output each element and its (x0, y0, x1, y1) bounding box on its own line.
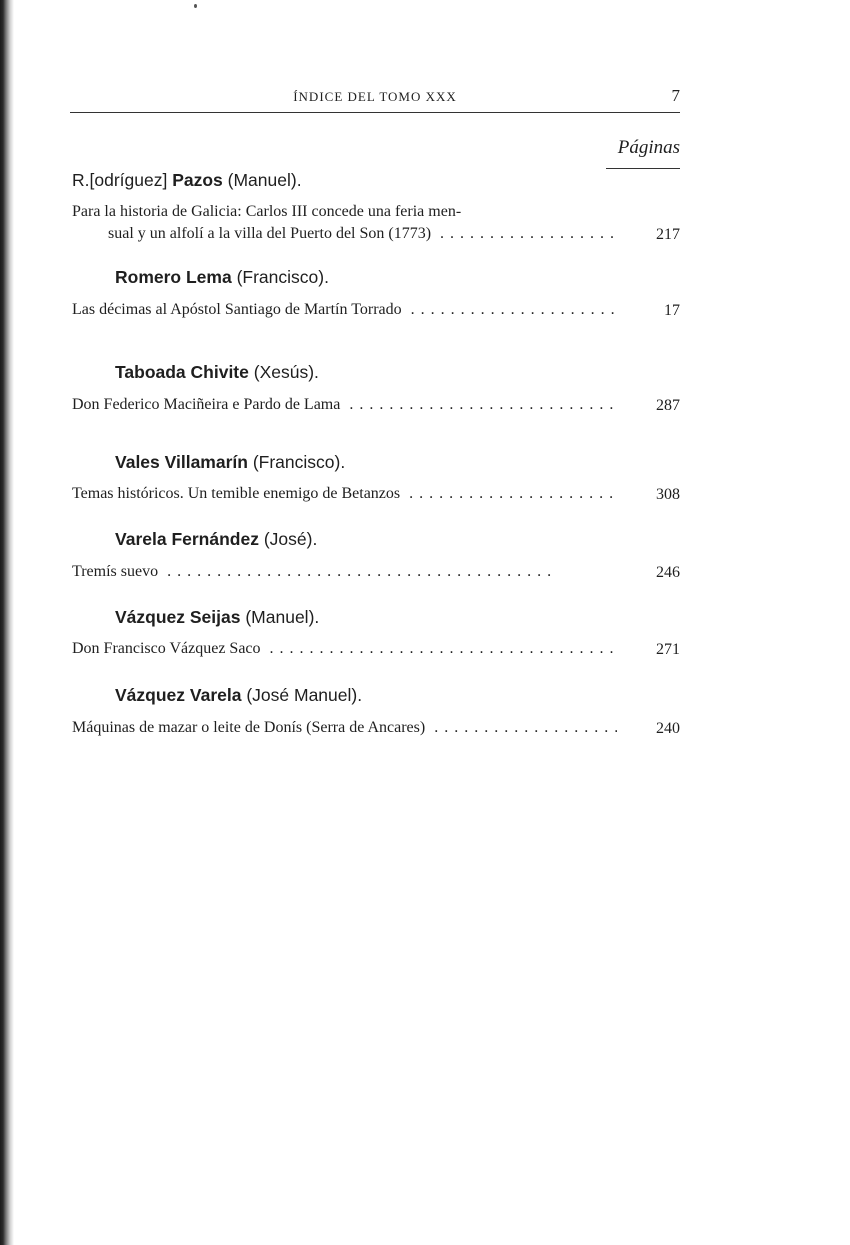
index-entry-page: 287 (656, 397, 680, 414)
index-entry-title: Don Federico Maciñeira e Pardo de Lama . . (72, 396, 617, 414)
index-entry-author (115, 362, 319, 383)
author-given-name: (José Manuel). (241, 685, 363, 705)
author-surname: Vázquez Varela (115, 685, 242, 705)
index-entry-author (115, 452, 345, 473)
print-speck (194, 4, 197, 8)
index-entry-title: Don Francisco Vázquez Saco . . (72, 640, 617, 658)
author-given-name: (Manuel). (222, 170, 302, 190)
author-surname: Romero Lema (115, 267, 232, 287)
author-given-name: (Xesús). (248, 362, 319, 382)
running-title: ÍNDICE DEL TOMO XXX (293, 89, 457, 104)
author-surname-prefix: R.[odríguez] (72, 170, 173, 190)
index-entry-title: Temas históricos. Un temible enemigo de Betanzos . . (72, 485, 617, 503)
author-given-name: (José). (258, 529, 318, 549)
index-entry-page: 217 (656, 226, 680, 243)
pages-column-rule (606, 168, 680, 169)
index-entry-author (115, 607, 319, 628)
index-entry-title: Para la historia de Galicia: Carlos III concede una feria men- (72, 203, 617, 221)
page-number: 7 (671, 86, 680, 105)
index-entry-title: Máquinas de mazar o leite de Donís (Serra de Ancares) . . (72, 719, 617, 737)
author-given-name: (Francisco). (231, 267, 329, 287)
page-binding-edge (0, 0, 14, 1245)
index-entry-page: 308 (656, 486, 680, 503)
author-surname: Varela Fernández (115, 529, 259, 549)
author-surname: Vázquez Seijas (115, 607, 241, 627)
pages-column-heading: Páginas (617, 137, 680, 158)
author-given-name: (Manuel). (240, 607, 320, 627)
index-entry-page: 271 (656, 641, 680, 658)
index-entry-title-continued: sual y un alfolí a la villa del Puerto del Son (1773) . . (108, 225, 617, 243)
author-given-name: (Francisco). (247, 452, 346, 472)
index-entry-page: 246 (656, 564, 680, 581)
index-entry-title: Las décimas al Apóstol Santiago de Martín Torrado . . (72, 301, 617, 319)
author-surname: Vales Villamarín (115, 452, 248, 472)
index-entry-author (115, 267, 329, 288)
index-entry-author (115, 529, 317, 550)
running-header (70, 84, 680, 113)
index-entry-title: Tremís suevo . . (72, 563, 617, 581)
index-entry-page: 240 (656, 720, 680, 737)
index-entry-author (72, 170, 302, 191)
author-surname: Pazos (172, 170, 223, 190)
index-entry-author (115, 685, 362, 706)
author-surname: Taboada Chivite (115, 362, 249, 382)
index-entry-page: 17 (664, 302, 680, 319)
